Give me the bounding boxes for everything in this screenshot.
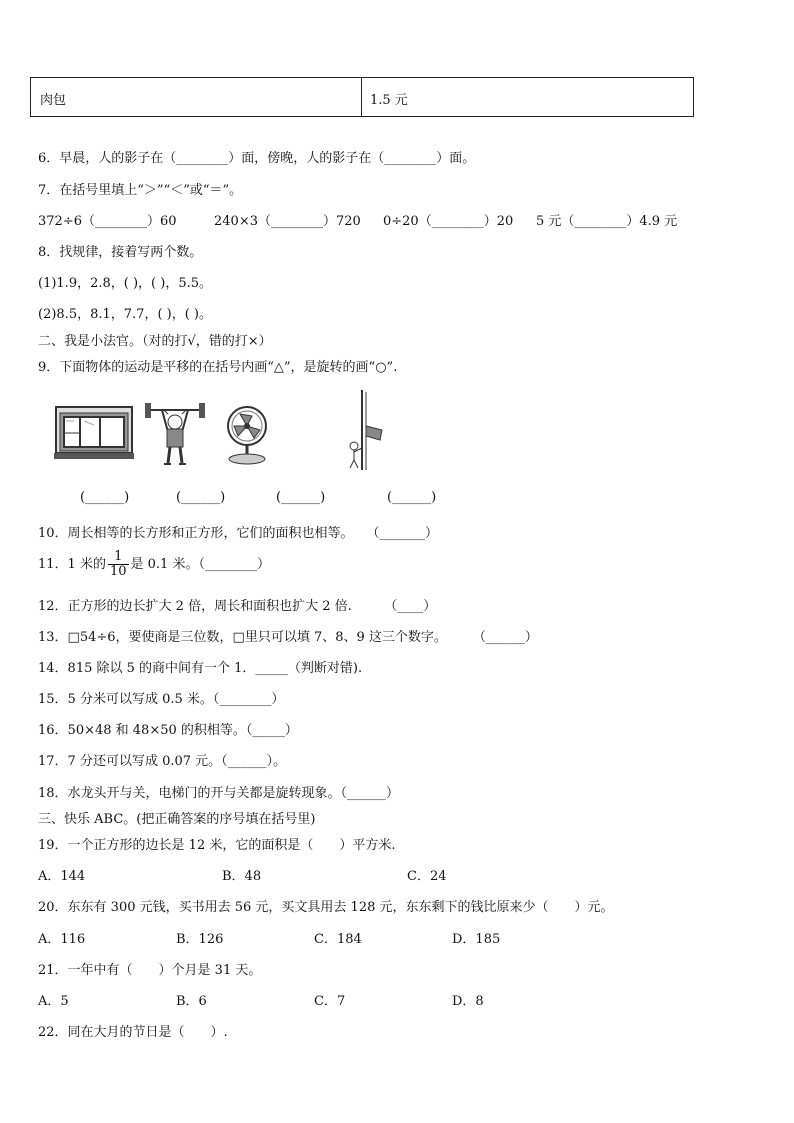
q21-option-a[interactable]: A．5 [38, 994, 69, 1009]
q11-fraction [108, 550, 129, 579]
question-17: 17．7 分还可以写成 0.07 元。（______）。 [38, 754, 287, 769]
question-6: 6．早晨，人的影子在（________）面，傍晚，人的影子在（________）面。 [38, 151, 476, 166]
table-price: 1.5 元 [370, 93, 408, 108]
table-divider [361, 78, 362, 116]
q8-part-2: (2)8.5，8.1，7.7，( )，( )。 [38, 307, 212, 322]
q9-blank-2[interactable]: (______) [176, 490, 226, 505]
question-20: 20．东东有 300 元钱，买书用去 56 元，买文具用去 128 元，东东剩下的钱比原来少（ ）元。 [38, 900, 614, 915]
question-14: 14．815 除以 5 的商中间有一个 1．_____（判断对错). [38, 661, 363, 676]
question-22: 22．同在大月的节日是（ ）. [38, 1025, 228, 1040]
q21-option-c[interactable]: C．7 [314, 994, 346, 1009]
flagpole-icon [340, 388, 386, 472]
q21-option-d[interactable]: D．8 [452, 994, 484, 1009]
q21-option-b[interactable]: B．6 [176, 994, 207, 1009]
price-table-row [30, 77, 694, 117]
fan-icon [224, 404, 270, 466]
q9-blank-4[interactable]: (______) [387, 490, 437, 505]
q8-part-1: (1)1.9，2.8，( )，( )，5.5。 [38, 276, 212, 291]
question-21: 21．一年中有（ ）个月是 31 天。 [38, 963, 262, 978]
question-11 [38, 548, 270, 582]
table-item: 肉包 [40, 93, 67, 108]
q19-option-b[interactable]: B．48 [222, 869, 262, 884]
section-3-heading: 三、快乐 ABC。(把正确答案的序号填在括号里) [38, 812, 316, 827]
q11-prefix: 11．1 米的 [38, 557, 106, 572]
q20-option-b[interactable]: B．126 [176, 932, 224, 947]
question-18: 18．水龙头开与关，电梯门的开与关都是旋转现象。（______） [38, 786, 400, 801]
q7-item-2: 240×3（________）720 [214, 214, 361, 229]
q20-option-c[interactable]: C．184 [314, 932, 362, 947]
q7-item-1: 372÷6（________）60 [38, 214, 177, 229]
q20-option-d[interactable]: D．185 [452, 932, 501, 947]
window-icon [54, 405, 134, 461]
question-9: 9．下面物体的运动是平移的在括号内画“△”，是旋转的画“○”. [38, 360, 398, 375]
q20-option-a[interactable]: A．116 [38, 932, 86, 947]
q11-numerator: 1 [108, 550, 129, 565]
q7-item-3: 0÷20（________）20 [383, 214, 514, 229]
q9-blank-3[interactable]: (______) [276, 490, 326, 505]
q9-blank-1[interactable]: (______) [80, 490, 130, 505]
question-13: 13．□54÷6，要使商是三位数，□里只可以填 7、8、9 这三个数字。 （______） [38, 630, 538, 645]
section-2-heading: 二、我是小法官。（对的打√，错的打×） [38, 334, 272, 349]
question-8: 8．找规律，接着写两个数。 [38, 245, 203, 260]
q19-option-c[interactable]: C．24 [407, 869, 447, 884]
q7-item-4: 5 元（________）4.9 元 [536, 214, 678, 229]
q11-suffix: 是 0.1 米。（________） [130, 557, 270, 572]
question-7: 7．在括号里填上“＞”“＜”或“＝”。 [38, 183, 243, 198]
question-10: 10．周长相等的长方形和正方形，它们的面积也相等。 （_______） [38, 526, 439, 541]
q11-denominator: 10 [109, 564, 127, 579]
question-19: 19．一个正方形的边长是 12 米，它的面积是（ ）平方米. [38, 838, 396, 853]
question-15: 15．5 分米可以写成 0.5 米。（________） [38, 692, 285, 707]
weightlifter-icon [144, 400, 206, 468]
question-12: 12．正方形的边长扩大 2 倍，周长和面积也扩大 2 倍. （____） [38, 599, 437, 614]
q19-option-a[interactable]: A．144 [38, 869, 86, 884]
question-16: 16．50×48 和 48×50 的积相等。（_____） [38, 723, 298, 738]
